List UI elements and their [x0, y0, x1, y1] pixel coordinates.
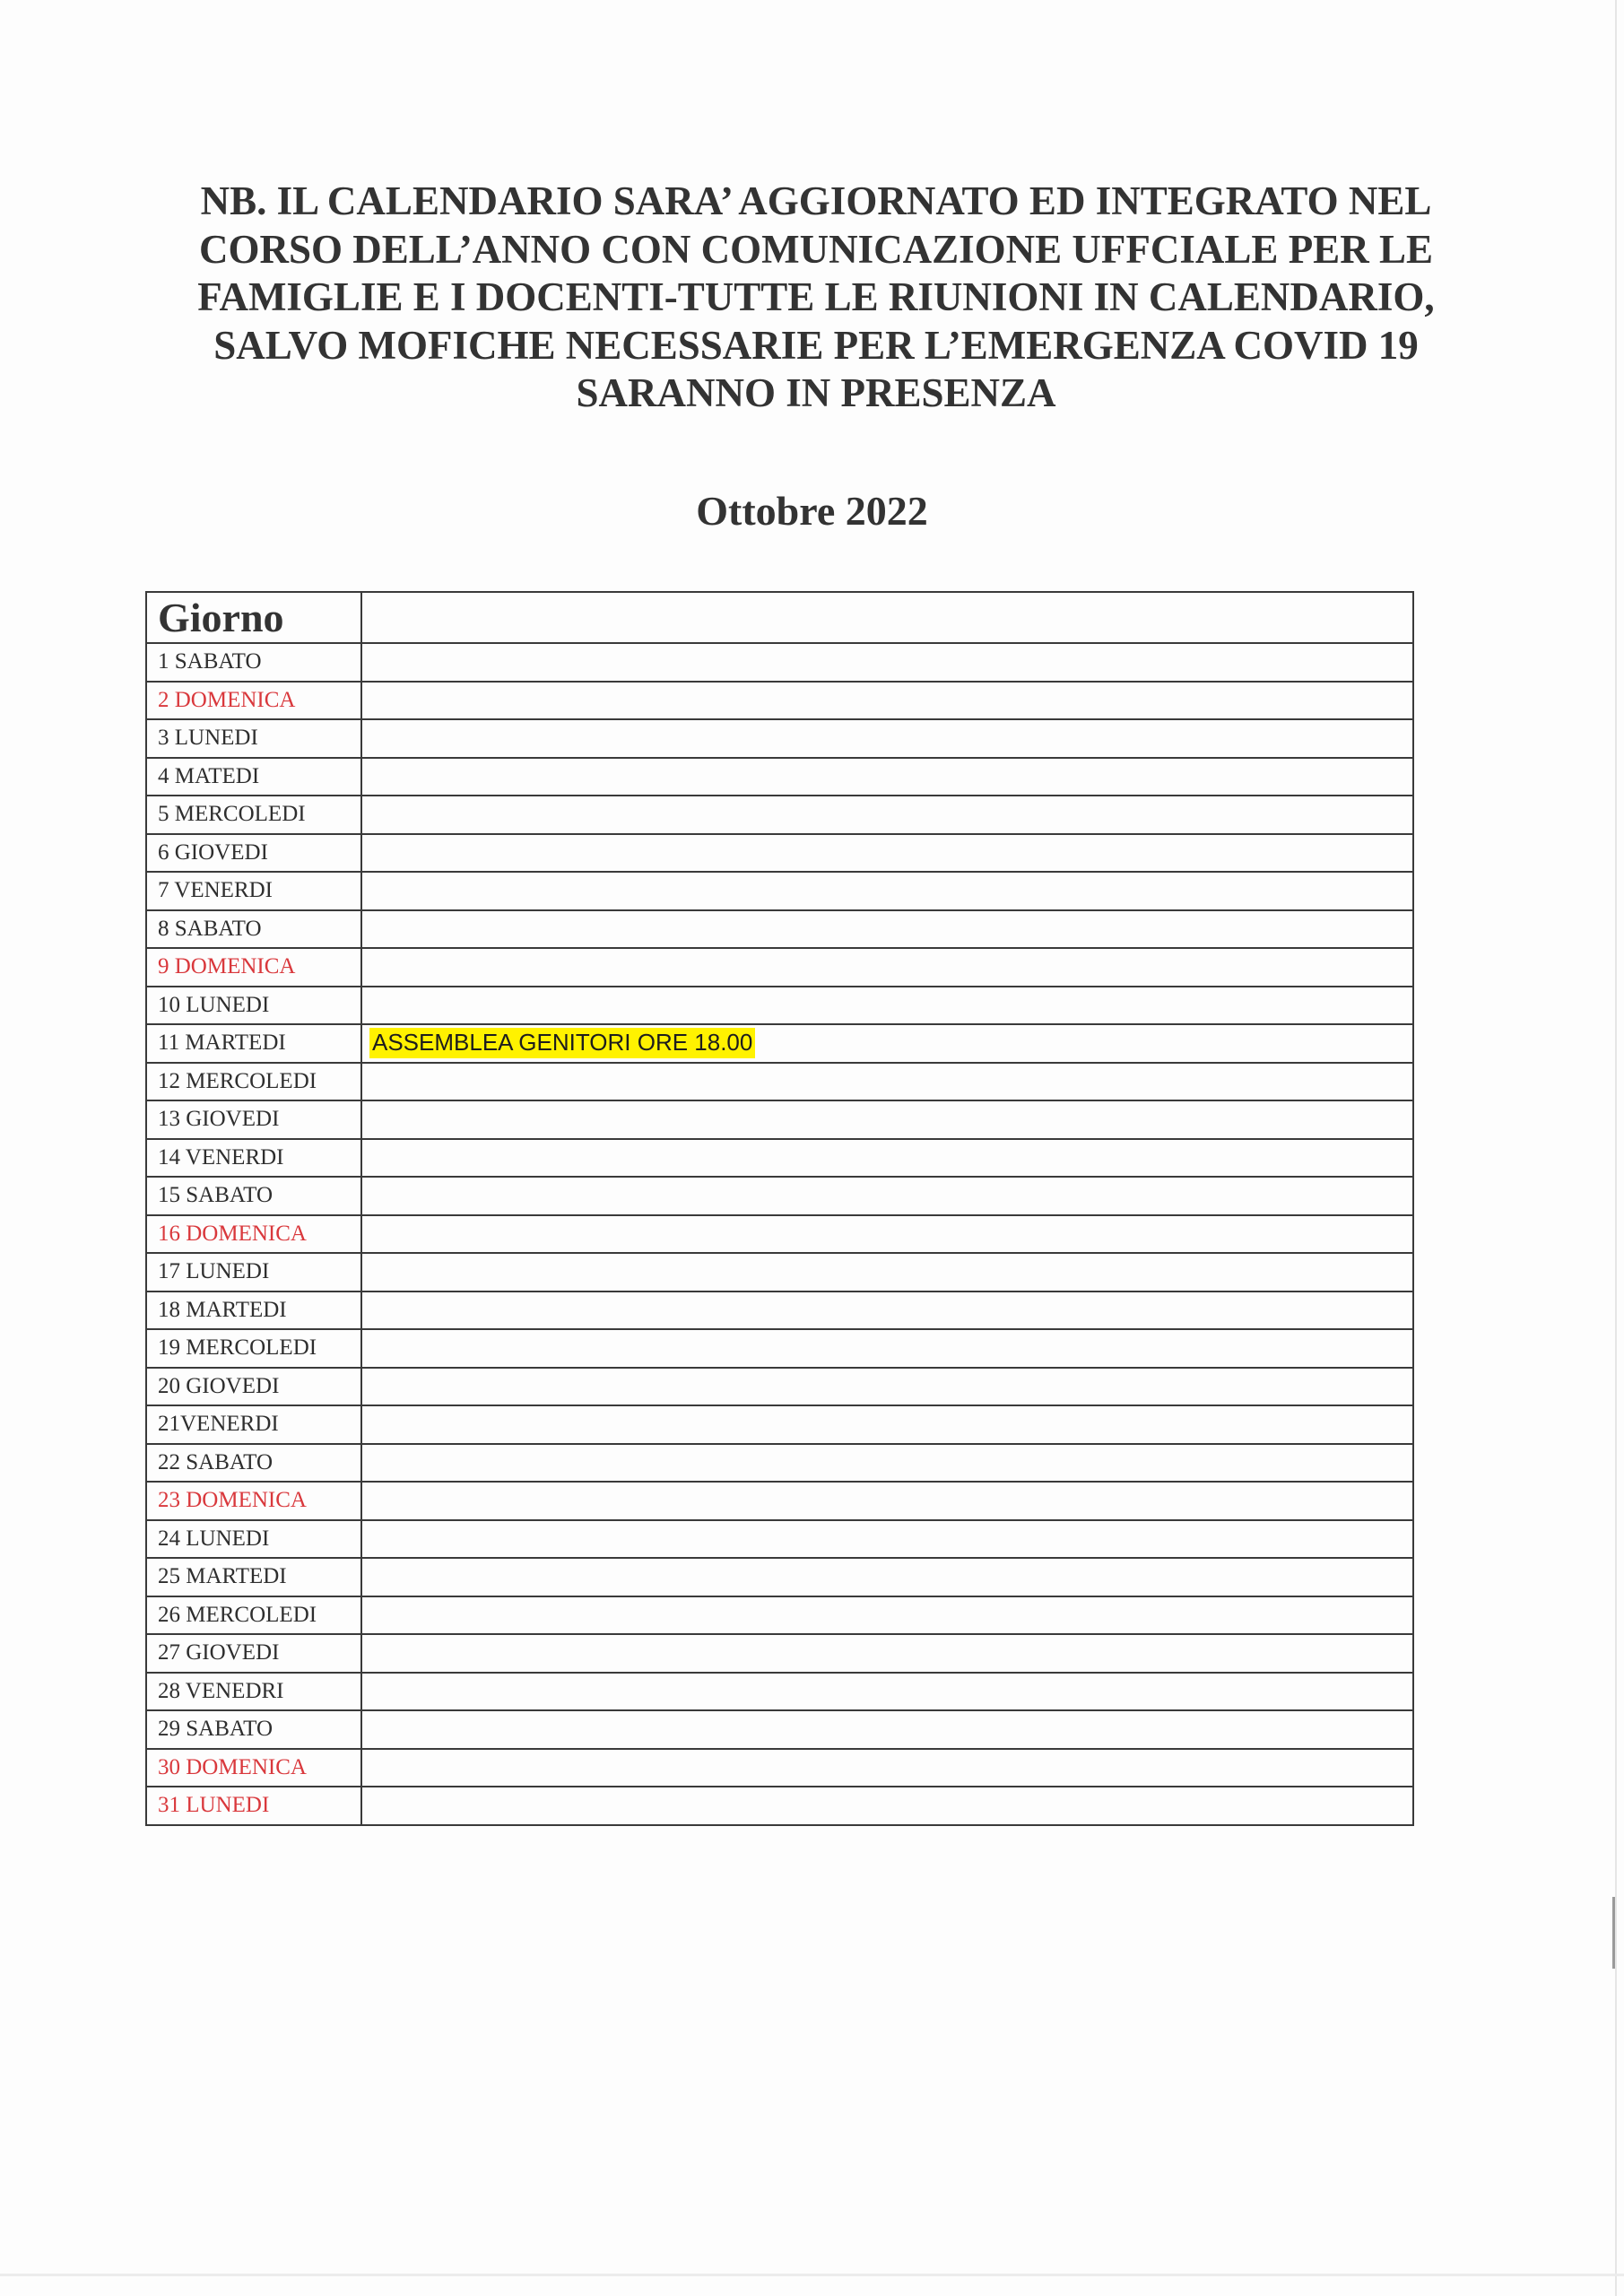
- day-cell: 17 LUNEDI: [146, 1253, 361, 1292]
- table-row: [146, 1177, 1413, 1215]
- day-cell: 15 SABATO: [146, 1177, 361, 1215]
- event-cell: [361, 1368, 1413, 1406]
- table-row: [146, 1673, 1413, 1711]
- event-cell: [361, 834, 1413, 873]
- table-row: [146, 1100, 1413, 1139]
- day-cell-holiday: 9 DOMENICA: [146, 948, 361, 987]
- day-cell: 24 LUNEDI: [146, 1520, 361, 1559]
- event-cell: [361, 1329, 1413, 1368]
- notice-text: NB. IL CALENDARIO SARA’ AGGIORNATO ED INTEGRATO NEL CORSO DELL’ANNO CON COMUNICAZIONE UFFCIALE PER LE FAMIGLIE E I DOCENTI-TUTTE LE RIUNIONI IN CALENDARIO, SALVO MOFICHE NECESSARIE PER L’EMERGENZA COVID 19 SARANNO IN PRESENZA: [197, 178, 1435, 416]
- day-cell: 13 GIOVEDI: [146, 1100, 361, 1139]
- event-cell: [361, 1139, 1413, 1178]
- header-day: Giorno: [146, 592, 361, 643]
- event-cell: [361, 1710, 1413, 1749]
- event-cell: [361, 1749, 1413, 1787]
- event-cell: [361, 1558, 1413, 1596]
- table-row: [146, 1139, 1413, 1178]
- table-row: [146, 1215, 1413, 1254]
- table-row: [146, 1749, 1413, 1787]
- table-row: [146, 719, 1413, 758]
- table-row: [146, 796, 1413, 834]
- table-row: [146, 758, 1413, 796]
- table-row: [146, 1329, 1413, 1368]
- table-row: [146, 1253, 1413, 1292]
- day-cell: 18 MARTEDI: [146, 1292, 361, 1330]
- day-cell-holiday: 23 DOMENICA: [146, 1482, 361, 1520]
- event-cell: [361, 1292, 1413, 1330]
- table-row: [146, 834, 1413, 873]
- day-cell: 6 GIOVEDI: [146, 834, 361, 873]
- table-row: [146, 1634, 1413, 1673]
- table-row: [146, 1444, 1413, 1483]
- day-cell: 1 SABATO: [146, 643, 361, 682]
- day-cell-holiday: 30 DOMENICA: [146, 1749, 361, 1787]
- event-cell: [361, 1634, 1413, 1673]
- event-cell: [361, 1100, 1413, 1139]
- event-cell: [361, 1024, 1413, 1063]
- table-row: [146, 948, 1413, 987]
- day-cell: 19 MERCOLEDI: [146, 1329, 361, 1368]
- day-cell: 26 MERCOLEDI: [146, 1596, 361, 1635]
- table-row: [146, 1482, 1413, 1520]
- table-row: [146, 1596, 1413, 1635]
- day-cell: 22 SABATO: [146, 1444, 361, 1483]
- day-cell: 5 MERCOLEDI: [146, 796, 361, 834]
- event-cell: [361, 1253, 1413, 1292]
- event-cell: [361, 1596, 1413, 1635]
- table-header-row: [146, 592, 1413, 643]
- event-cell: [361, 1673, 1413, 1711]
- event-cell: [361, 796, 1413, 834]
- table-row: [146, 1520, 1413, 1559]
- day-cell: 28 VENEDRI: [146, 1673, 361, 1711]
- event-cell: [361, 910, 1413, 949]
- day-cell-holiday: 2 DOMENICA: [146, 682, 361, 720]
- event-cell: [361, 872, 1413, 910]
- table-row: [146, 1024, 1413, 1063]
- header-event: [361, 592, 1413, 643]
- day-cell: 11 MARTEDI: [146, 1024, 361, 1063]
- event-cell: [361, 1520, 1413, 1559]
- table-row: [146, 1787, 1413, 1825]
- day-cell: 8 SABATO: [146, 910, 361, 949]
- event-cell: [361, 1405, 1413, 1444]
- table-row: [146, 1558, 1413, 1596]
- event-cell: [361, 682, 1413, 720]
- calendar-table: [145, 591, 1414, 1826]
- table-row: [146, 643, 1413, 682]
- event-cell: [361, 1482, 1413, 1520]
- event-highlight: ASSEMBLEA GENITORI ORE 18.00: [369, 1028, 755, 1058]
- day-cell: 14 VENERDI: [146, 1139, 361, 1178]
- scan-bottom-edge: [0, 2274, 1624, 2276]
- event-cell: [361, 643, 1413, 682]
- scan-mark: [1612, 1897, 1615, 1969]
- day-cell: 27 GIOVEDI: [146, 1634, 361, 1673]
- table-row: [146, 1710, 1413, 1749]
- event-cell: [361, 987, 1413, 1025]
- table-row: [146, 910, 1413, 949]
- day-cell: 4 MATEDI: [146, 758, 361, 796]
- table-row: [146, 682, 1413, 720]
- event-cell: [361, 1444, 1413, 1483]
- event-cell: [361, 1177, 1413, 1215]
- event-cell: [361, 948, 1413, 987]
- day-cell: 3 LUNEDI: [146, 719, 361, 758]
- day-cell: 20 GIOVEDI: [146, 1368, 361, 1406]
- day-cell: 12 MERCOLEDI: [146, 1063, 361, 1101]
- event-cell: [361, 758, 1413, 796]
- day-cell: 25 MARTEDI: [146, 1558, 361, 1596]
- day-cell: 21VENERDI: [146, 1405, 361, 1444]
- table-row: [146, 872, 1413, 910]
- calendar-body: [146, 643, 1413, 1825]
- month-title: Ottobre 2022: [696, 488, 928, 534]
- event-cell: [361, 1215, 1413, 1254]
- day-cell-holiday: 31 LUNEDI: [146, 1787, 361, 1825]
- table-row: [146, 1063, 1413, 1101]
- day-cell: 7 VENERDI: [146, 872, 361, 910]
- day-cell: 10 LUNEDI: [146, 987, 361, 1025]
- table-row: [146, 987, 1413, 1025]
- event-cell: [361, 1063, 1413, 1101]
- day-cell-holiday: 16 DOMENICA: [146, 1215, 361, 1254]
- event-cell: [361, 719, 1413, 758]
- day-cell: 29 SABATO: [146, 1710, 361, 1749]
- scan-edge: [1615, 0, 1617, 2296]
- event-cell: [361, 1787, 1413, 1825]
- table-row: [146, 1368, 1413, 1406]
- table-row: [146, 1292, 1413, 1330]
- table-row: [146, 1405, 1413, 1444]
